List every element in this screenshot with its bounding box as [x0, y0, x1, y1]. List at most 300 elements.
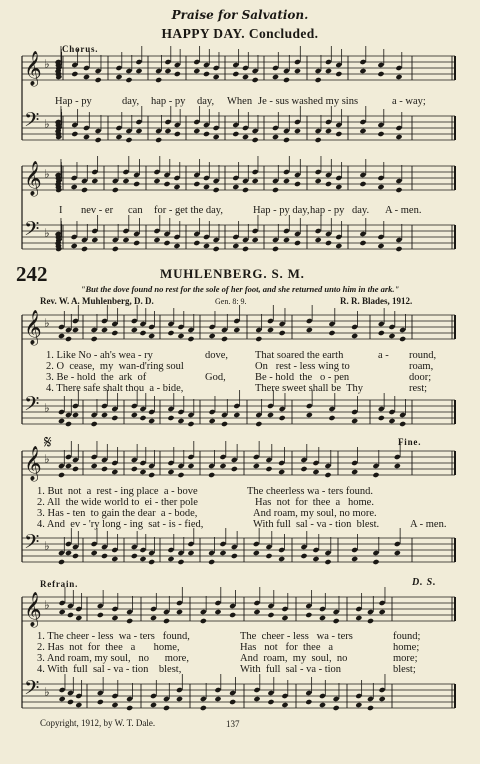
note-head: [242, 134, 249, 140]
note-head: [214, 609, 221, 615]
scripture-reference: Gen. 8: 9.: [215, 297, 247, 306]
lyric-syllable: can: [128, 205, 143, 216]
copyright-notice: Copyright, 1912, by W. T. Dale.: [40, 718, 156, 728]
note-head: [283, 137, 290, 143]
note-head: [305, 699, 312, 705]
note-head: [91, 463, 98, 469]
bass-clef-icon: 𝄢: [24, 530, 40, 558]
bass-clef-icon: 𝄢: [24, 676, 40, 704]
flat-icon: ♭: [44, 117, 50, 131]
note-head: [150, 702, 157, 708]
note-head: [91, 178, 98, 184]
note-head: [265, 553, 272, 559]
note-head: [91, 237, 98, 243]
note-head: [111, 415, 118, 421]
note-head: [213, 134, 220, 140]
lyric-phrase: 1. The cheer - less wa - ters found,: [37, 631, 190, 642]
note-head: [58, 418, 65, 424]
lyric-phrase: roam,: [409, 361, 434, 372]
note-head: [187, 336, 194, 342]
note-head: [300, 553, 307, 559]
note-head: [95, 77, 102, 83]
note-head: [59, 609, 66, 615]
note-head: [221, 336, 228, 342]
note-head: [139, 415, 146, 421]
note-head: [359, 68, 366, 74]
note-head: [324, 559, 331, 565]
lyric-syllable: day,: [122, 96, 140, 107]
lyric-syllable: day.: [352, 205, 370, 216]
note-head: [148, 333, 155, 339]
note-head: [203, 243, 210, 249]
flat-icon: ♭: [44, 57, 50, 71]
note-head: [97, 612, 104, 618]
note-head: [203, 71, 210, 77]
hymn-title-muhlenberg: MUHLENBERG. S. M.: [160, 266, 305, 281]
note-head: [148, 472, 155, 478]
lyric-syllable: for - get the day,: [154, 205, 223, 216]
note-head: [200, 618, 207, 624]
note-head: [395, 246, 402, 252]
lyric-syllable: A - men.: [385, 205, 422, 216]
lyric-syllable: Hap - py day,: [253, 205, 310, 216]
note-head: [294, 181, 301, 187]
lyric-phrase: And roam, my soul, no: [240, 653, 348, 664]
note-head: [232, 184, 239, 190]
note-head: [193, 128, 200, 134]
note-head: [133, 181, 140, 187]
lyric-syllable: hap - py: [151, 96, 186, 107]
note-head: [233, 327, 240, 333]
note-head: [139, 469, 146, 475]
note-head: [272, 246, 279, 252]
note-head: [163, 181, 170, 187]
note-head: [214, 696, 221, 702]
stanza-line: [37, 361, 457, 372]
note-head: [325, 240, 332, 246]
note-head: [394, 463, 401, 469]
stanza-line: [37, 486, 457, 497]
note-head: [187, 463, 194, 469]
note-head: [111, 330, 118, 336]
lyric-phrase: 4. With full sal - va - tion blest,: [37, 664, 182, 675]
note-head: [279, 415, 286, 421]
note-head: [253, 609, 260, 615]
note-head: [253, 696, 260, 702]
note-head: [65, 336, 72, 342]
note-head: [126, 705, 133, 711]
fine-label: Fine.: [398, 437, 422, 447]
note-head: [153, 178, 160, 184]
happy-day-lyric-line-2: [37, 205, 457, 216]
note-head: [115, 74, 122, 80]
note-head: [355, 702, 362, 708]
lyric-syllable: hap - py: [310, 205, 345, 216]
note-head: [174, 71, 181, 77]
lyric-phrase: 4. And ev - 'ry long - ing sat - is - fied,: [37, 519, 204, 530]
lyric-phrase: A - men.: [410, 519, 447, 530]
note-head: [71, 243, 78, 249]
note-head: [229, 699, 236, 705]
note-head: [328, 330, 335, 336]
stanza-line: [37, 383, 457, 394]
note-head: [58, 333, 65, 339]
note-head: [91, 421, 98, 427]
note-head: [233, 412, 240, 418]
note-head: [177, 418, 184, 424]
note-head: [359, 181, 366, 187]
note-head: [351, 333, 358, 339]
lyric-phrase: 4. There safe shalt thou a - bide,: [46, 383, 184, 394]
note-head: [231, 553, 238, 559]
note-head: [306, 412, 313, 418]
lyric-phrase: 3. Be - hold the ark of: [46, 372, 147, 383]
lyric-phrase: Has not for thee a: [240, 642, 334, 653]
flat-icon: ♭: [44, 226, 50, 240]
lyric-syllable: day,: [197, 96, 215, 107]
note-head: [252, 77, 259, 83]
flat-icon: ♭: [44, 452, 50, 466]
note-head: [111, 615, 118, 621]
hymn-number: 242: [16, 262, 48, 286]
note-head: [283, 178, 290, 184]
lyric-phrase: God,: [205, 372, 226, 383]
note-head: [125, 77, 132, 83]
stanza-line: [37, 664, 457, 675]
lyric-syllable: I: [59, 205, 63, 216]
happy-day-lyric-line-1: [37, 96, 457, 107]
note-head: [319, 615, 326, 621]
note-head: [203, 184, 210, 190]
note-head: [355, 615, 362, 621]
note-head: [351, 469, 358, 475]
epigraph: "But the dove found no rest for the sole of her foot, and she returned unto him in the ark.": [80, 284, 400, 294]
lyric-phrase: The cheerless wa - ters found.: [247, 486, 373, 497]
bass-clef-icon: 𝄢: [24, 392, 40, 420]
note-head: [176, 696, 183, 702]
hymn-title-happy-day: HAPPY DAY. Concluded.: [161, 26, 319, 41]
note-head: [294, 240, 301, 246]
note-head: [315, 178, 322, 184]
note-head: [72, 553, 79, 559]
note-head: [278, 556, 285, 562]
running-title: Praise for Salvation.: [171, 8, 309, 22]
note-head: [209, 418, 216, 424]
bass-clef-icon: 𝄢: [24, 217, 40, 245]
note-head: [71, 184, 78, 190]
note-head: [164, 68, 171, 74]
lyric-syllable: nev - er: [81, 205, 114, 216]
note-head: [351, 418, 358, 424]
note-head: [367, 705, 374, 711]
note-head: [111, 469, 118, 475]
note-head: [153, 237, 160, 243]
note-head: [101, 327, 108, 333]
note-head: [281, 615, 288, 621]
bass-clef-icon: 𝄢: [24, 108, 40, 136]
note-head: [112, 246, 119, 252]
note-head: [163, 240, 170, 246]
note-head: [173, 184, 180, 190]
note-head: [75, 615, 82, 621]
note-head: [232, 71, 239, 77]
note-head: [135, 128, 142, 134]
note-head: [187, 550, 194, 556]
stanza-line: [37, 350, 457, 361]
note-head: [177, 333, 184, 339]
lyric-phrase: With full sal - va - tion blest.: [253, 519, 380, 530]
note-head: [75, 702, 82, 708]
note-head: [278, 469, 285, 475]
lyric-phrase: a -: [378, 350, 389, 361]
note-head: [95, 137, 102, 143]
note-head: [394, 550, 401, 556]
note-head: [399, 336, 406, 342]
lyric-phrase: The cheer - less wa - ters: [240, 631, 353, 642]
note-head: [252, 178, 259, 184]
note-head: [265, 466, 272, 472]
note-head: [58, 559, 65, 565]
lyric-phrase: blest;: [393, 664, 416, 675]
note-head: [399, 421, 406, 427]
flat-icon: ♭: [44, 685, 50, 699]
note-head: [335, 131, 342, 137]
note-head: [253, 463, 260, 469]
lyric-phrase: There sweet shall be Thy: [255, 383, 363, 394]
note-head: [101, 466, 108, 472]
note-head: [242, 246, 249, 252]
note-head: [272, 74, 279, 80]
lyric-phrase: With full sal - va - tion: [240, 664, 342, 675]
note-head: [101, 553, 108, 559]
note-head: [203, 131, 210, 137]
note-head: [333, 618, 340, 624]
note-head: [177, 472, 184, 478]
note-head: [122, 237, 129, 243]
note-head: [377, 243, 384, 249]
lyric-phrase: 2. All the wide world to ei - ther pole: [37, 497, 198, 508]
chorus-label: Chorus.: [62, 44, 99, 54]
note-head: [267, 699, 274, 705]
note-head: [267, 327, 274, 333]
note-head: [208, 559, 215, 565]
stanza-line: [37, 508, 457, 519]
note-head: [155, 77, 162, 83]
note-head: [200, 705, 207, 711]
note-head: [312, 469, 319, 475]
note-head: [91, 550, 98, 556]
lyric-phrase: found;: [393, 631, 421, 642]
note-head: [281, 702, 288, 708]
note-head: [283, 77, 290, 83]
note-head: [255, 336, 262, 342]
stanzas-second-part: [37, 486, 457, 530]
note-head: [65, 421, 72, 427]
note-head: [139, 556, 146, 562]
note-head: [395, 134, 402, 140]
note-head: [72, 327, 79, 333]
stanza-line: [37, 631, 457, 642]
note-head: [72, 412, 79, 418]
treble-clef-icon: 𝄞: [24, 161, 42, 196]
note-head: [312, 556, 319, 562]
lyric-syllable: a - way;: [392, 96, 426, 107]
note-head: [232, 131, 239, 137]
note-head: [377, 131, 384, 137]
stanza-line: [37, 653, 457, 664]
note-head: [315, 237, 322, 243]
note-head: [213, 246, 220, 252]
note-head: [328, 415, 335, 421]
note-head: [187, 421, 194, 427]
note-head: [155, 137, 162, 143]
lyric-phrase: And roam, my soul, no more.: [253, 508, 377, 519]
note-head: [325, 68, 332, 74]
note-head: [219, 550, 226, 556]
note-head: [65, 550, 72, 556]
note-head: [267, 412, 274, 418]
note-head: [378, 330, 385, 336]
dal-segno-label: D. S.: [412, 577, 437, 588]
lyric-phrase: Be - hold the o - pen: [255, 372, 350, 383]
lyric-phrase: 1. But not a rest - ing place a - bove: [37, 486, 198, 497]
flat-icon: ♭: [44, 167, 50, 181]
lyric-phrase: rest;: [409, 383, 428, 394]
note-head: [65, 463, 72, 469]
lyric-phrase: Has not for thee a home.: [255, 497, 374, 508]
note-head: [242, 74, 249, 80]
note-head: [83, 134, 90, 140]
note-head: [71, 131, 78, 137]
refrain-stanzas: [37, 631, 457, 675]
note-head: [379, 696, 386, 702]
flat-icon: ♭: [44, 316, 50, 330]
refrain-label: Refrain.: [40, 579, 79, 589]
note-head: [395, 187, 402, 193]
note-head: [253, 550, 260, 556]
note-head: [319, 702, 326, 708]
note-head: [148, 559, 155, 565]
note-head: [272, 134, 279, 140]
lyric-phrase: 2. O cease, my wan-d'ring soul: [46, 361, 184, 372]
note-head: [283, 237, 290, 243]
stanza-line: [37, 519, 457, 530]
lyric-phrase: round,: [409, 350, 437, 361]
note-head: [67, 612, 74, 618]
note-head: [367, 618, 374, 624]
note-head: [255, 421, 262, 427]
note-head: [193, 240, 200, 246]
note-head: [300, 466, 307, 472]
composer-credit: R. R. Blades, 1912.: [340, 296, 413, 306]
note-head: [242, 187, 249, 193]
note-head: [229, 612, 236, 618]
note-head: [379, 609, 386, 615]
stanza-line: [37, 497, 457, 508]
note-head: [193, 68, 200, 74]
note-head: [359, 240, 366, 246]
note-head: [81, 246, 88, 252]
note-head: [91, 336, 98, 342]
note-head: [83, 74, 90, 80]
note-head: [335, 71, 342, 77]
note-head: [131, 327, 138, 333]
note-head: [164, 128, 171, 134]
note-head: [351, 556, 358, 562]
note-head: [325, 181, 332, 187]
flat-icon: ♭: [44, 401, 50, 415]
note-head: [335, 243, 342, 249]
note-head: [335, 184, 342, 190]
note-head: [377, 71, 384, 77]
note-head: [177, 559, 184, 565]
note-head: [72, 466, 79, 472]
lyric-phrase: 2. Has not for thee a home,: [37, 642, 180, 653]
note-head: [315, 137, 322, 143]
stanza-line: [37, 642, 457, 653]
lyric-phrase: dove,: [205, 350, 229, 361]
lyric-phrase: 3. Has - ten to gain the dear a - bode,: [37, 508, 198, 519]
note-head: [324, 472, 331, 478]
lyric-syllable: Je - sus washed my sins: [258, 96, 359, 107]
note-head: [176, 609, 183, 615]
segno-sign: 𝄋: [44, 432, 52, 452]
stanzas-first-part: [37, 350, 457, 394]
note-head: [213, 74, 220, 80]
note-head: [126, 618, 133, 624]
note-head: [272, 187, 279, 193]
treble-clef-icon: 𝄞: [24, 310, 42, 345]
note-head: [372, 472, 379, 478]
note-head: [232, 243, 239, 249]
note-head: [388, 333, 395, 339]
note-head: [359, 128, 366, 134]
note-head: [279, 330, 286, 336]
note-head: [131, 553, 138, 559]
note-head: [139, 330, 146, 336]
note-head: [377, 184, 384, 190]
author-credit: Rev. W. A. Muhlenberg, D. D.: [40, 296, 154, 306]
note-head: [71, 71, 78, 77]
note-head: [131, 466, 138, 472]
note-head: [111, 702, 118, 708]
lyric-phrase: 3. And roam, my soul, no more,: [37, 653, 189, 664]
note-head: [213, 187, 220, 193]
treble-clef-icon: 𝄞: [24, 592, 42, 627]
lyric-phrase: 1. Like No - ah's wea - ry: [46, 350, 153, 361]
note-head: [231, 466, 238, 472]
lyric-phrase: more;: [393, 653, 418, 664]
note-head: [111, 556, 118, 562]
note-head: [372, 559, 379, 565]
note-head: [59, 696, 66, 702]
note-head: [388, 418, 395, 424]
note-head: [150, 615, 157, 621]
note-head: [219, 463, 226, 469]
note-head: [252, 237, 259, 243]
note-head: [173, 243, 180, 249]
flat-icon: ♭: [44, 598, 50, 612]
lyric-syllable: When: [227, 96, 253, 107]
treble-clef-icon: 𝄞: [24, 446, 42, 481]
note-head: [167, 415, 174, 421]
note-head: [294, 68, 301, 74]
note-head: [131, 412, 138, 418]
note-head: [67, 699, 74, 705]
lyric-phrase: That soared the earth: [255, 350, 344, 361]
note-head: [305, 612, 312, 618]
note-head: [122, 178, 129, 184]
